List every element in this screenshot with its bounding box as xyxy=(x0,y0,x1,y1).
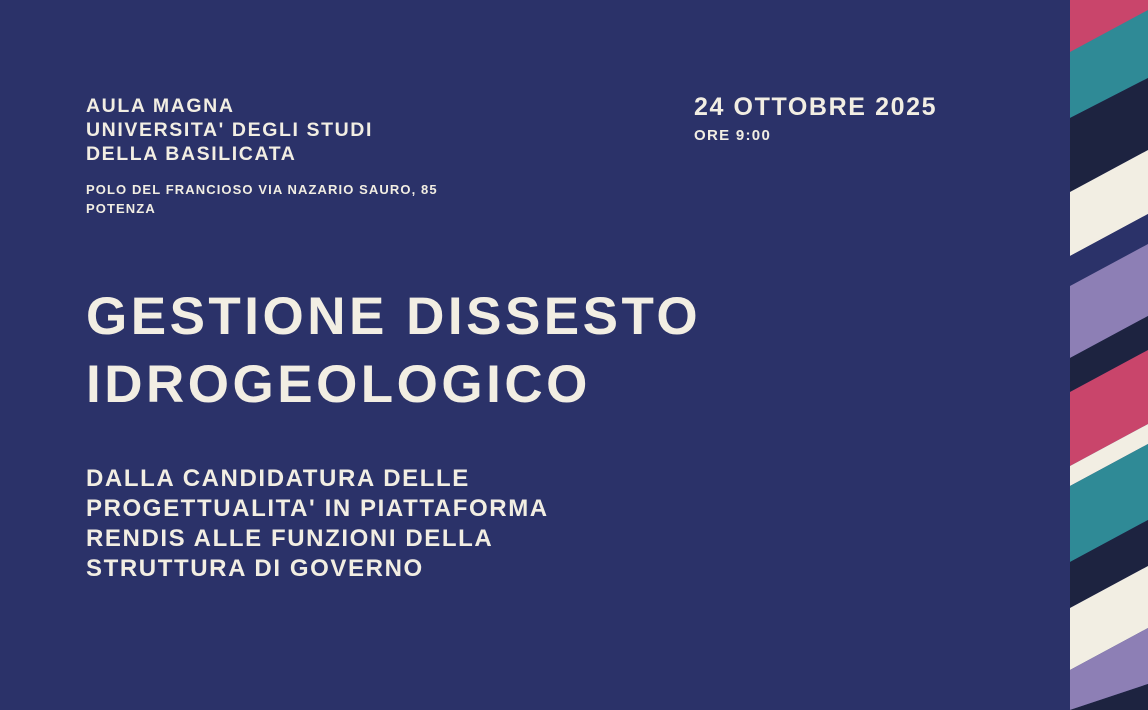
date-block xyxy=(694,92,937,144)
venue-block xyxy=(86,94,438,218)
page-subtitle xyxy=(86,464,549,584)
event-time: ORE 9:00 xyxy=(694,127,772,144)
event-date: 24 OTTOBRE 2025 xyxy=(694,93,938,121)
venue-line-3: DELLA BASILICATA xyxy=(86,143,297,165)
page-title xyxy=(86,283,701,419)
venue-address-block xyxy=(86,180,438,218)
title-line-1: GESTIONE DISSESTO xyxy=(86,287,702,346)
subtitle-line-2: PROGETTUALITA' IN PIATTAFORMA xyxy=(86,495,549,522)
subtitle-line-1: DALLA CANDIDATURA DELLE xyxy=(86,465,470,492)
venue-line-2: UNIVERSITA' DEGLI STUDI xyxy=(86,119,374,141)
geometric-stripe-decoration xyxy=(1070,0,1148,710)
venue-city: POTENZA xyxy=(86,201,156,216)
subtitle-line-3: RENDIS ALLE FUNZIONI DELLA xyxy=(86,525,494,552)
venue-address: POLO DEL FRANCIOSO VIA NAZARIO SAURO, 85 xyxy=(86,182,438,197)
title-line-2: IDROGEOLOGICO xyxy=(86,355,591,414)
geometric-stripe-icon xyxy=(1070,0,1148,710)
venue-line-1: AULA MAGNA xyxy=(86,95,235,117)
subtitle-line-4: STRUTTURA DI GOVERNO xyxy=(86,555,424,582)
